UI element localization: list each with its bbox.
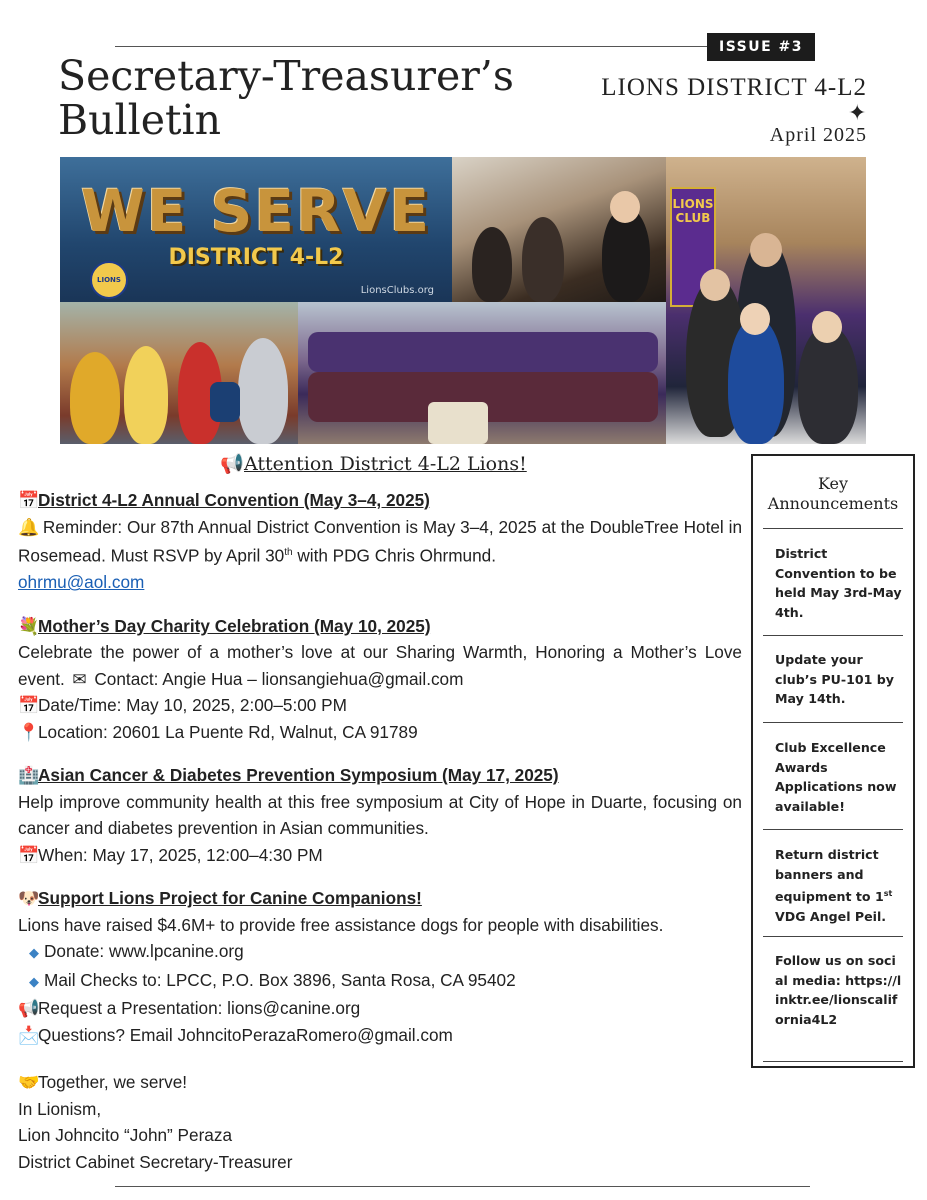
megaphone-icon: 📢 [220,453,244,475]
sidebar-divider [763,829,903,830]
sidebar-title: Key Announcements [767,474,899,513]
photo-dinner-table [452,157,666,302]
diamond-icon: ◆ [29,945,39,961]
convention-email-line [18,569,742,596]
header-top-rule [115,46,810,47]
we-serve-banner [60,157,452,302]
mothers-day-heading: 💐Mother’s Day Charity Celebration (May 10, 2025) [18,613,742,640]
symposium-text: Help improve community health at this free symposium at City of Hope in Duarte, focusing on cancer and diabetes prevention in Asian communities. [18,791,742,839]
main-content [18,487,742,1065]
canine-heading: 🐶Support Lions Project for Canine Companions! [18,885,742,912]
sidebar-divider [763,635,903,636]
convention-heading: 📅District 4-L2 Annual Convention (May 3–4, 2025) [18,487,742,514]
sidebar-divider [763,936,903,937]
canine-questions: 📩Questions? Email JohncitoPerazaRomero@gmail.com [18,1022,742,1049]
title-line-1: Secretary-Treasurer’s [58,52,514,100]
photo-backpack-donation [60,302,298,444]
megaphone-icon: 📢 [18,998,40,1019]
canine-donate: ◆ Donate: www.lpcanine.org [18,938,742,967]
pin-icon: 📍 [18,721,40,742]
footer-rule [115,1186,810,1187]
calendar-icon: 📅 [18,695,40,716]
sidebar-divider [763,528,903,529]
sidebar-item-pu101: Update your club’s PU-101 by May 14th. [775,652,895,706]
title-line-2: Bulletin [58,96,222,144]
symposium-when: 📅When: May 17, 2025, 12:00–4:30 PM [18,842,742,869]
bell-icon: 🔔 [18,516,40,537]
bouquet-icon: 💐 [18,615,40,636]
canine-mail: ◆ Mail Checks to: LPCC, P.O. Box 3896, Santa Rosa, CA 95402 [18,967,742,996]
sidebar-item-social: Follow us on social media: https://linktr.ee/lionscalifornia4L2 [775,953,902,1027]
photo-group-purple [298,302,666,444]
hospital-icon: 🏥 [18,765,40,786]
mothers-day-text: Celebrate the power of a mother’s love at our Sharing Warmth, Honoring a Mother’s Love event. ✉ Contact: Angie Hua – lionsangiehua@gmail.com [18,639,742,692]
lions-club-banner: LIONS CLUB [670,187,716,307]
envelope-icon: ✉ [72,668,87,689]
key-announcements-sidebar [751,454,915,1068]
symposium-heading: 🏥Asian Cancer & Diabetes Prevention Symposium (May 17, 2025) [18,762,742,789]
attention-text: Attention District 4-L2 Lions! [244,453,527,475]
district-name: LIONS DISTRICT 4-L2 [601,74,867,101]
lions-logo-icon: LIONS [90,261,128,299]
sidebar-divider [763,722,903,723]
signature-closing: In Lionism, [18,1098,102,1119]
signature-name: Lion Johncito “John” Peraza [18,1125,233,1146]
diamond-icon: ◆ [29,973,39,989]
sidebar-item-awards: Club Excellence Awards Applications now available! [775,740,897,814]
page-title [58,54,514,142]
signature-together: 🤝Together, we serve! [18,1069,292,1096]
sidebar-divider [763,1061,903,1062]
inbox-icon: 📩 [18,1024,40,1045]
banner-district-text: DISTRICT 4-L2 [168,245,344,270]
section-symposium [18,762,742,868]
section-mothers-day [18,613,742,746]
signature-role: District Cabinet Secretary-Treasurer [18,1152,293,1173]
handshake-icon: 🤝 [18,1072,40,1092]
canine-text: Lions have raised $4.6M+ to provide free assistance dogs for people with disabilities. [18,914,664,935]
calendar-icon: 📅 [18,844,40,865]
mothers-day-location: 📍Location: 20601 La Puente Rd, Walnut, CA 91789 [18,719,742,746]
section-canine [18,885,742,1048]
convention-text: 🔔 Reminder: Our 87th Annual District Convention is May 3–4, 2025 at the DoubleTree Hotel in Rosemead. Must RSVP by April 30th with PDG Chris Ohrmund. [18,514,742,570]
sidebar-item-return-banners: Return district banners and equipment to 1st VDG Angel Peil. [775,847,893,924]
we-serve-text: WE SERVE [80,177,432,245]
convention-email-link[interactable]: ohrmu@aol.com [18,572,145,593]
signature-block [18,1069,292,1176]
mothers-day-date: 📅Date/Time: May 10, 2025, 2:00–5:00 PM [18,692,742,719]
attention-heading [220,452,527,475]
section-convention [18,487,742,596]
sparkle-icon: ✦ [848,100,867,125]
calendar-icon: 📅 [18,490,40,510]
photo-lions-members [666,157,866,444]
sidebar-item-convention: District Convention to be held May 3rd-May 4th. [775,546,902,620]
issue-badge: ISSUE #3 [707,33,815,61]
canine-request: 📢Request a Presentation: lions@canine.org [18,995,742,1022]
issue-date: April 2025 [769,124,867,146]
dog-icon: 🐶 [18,888,40,909]
banner-url: LionsClubs.org [360,285,434,296]
